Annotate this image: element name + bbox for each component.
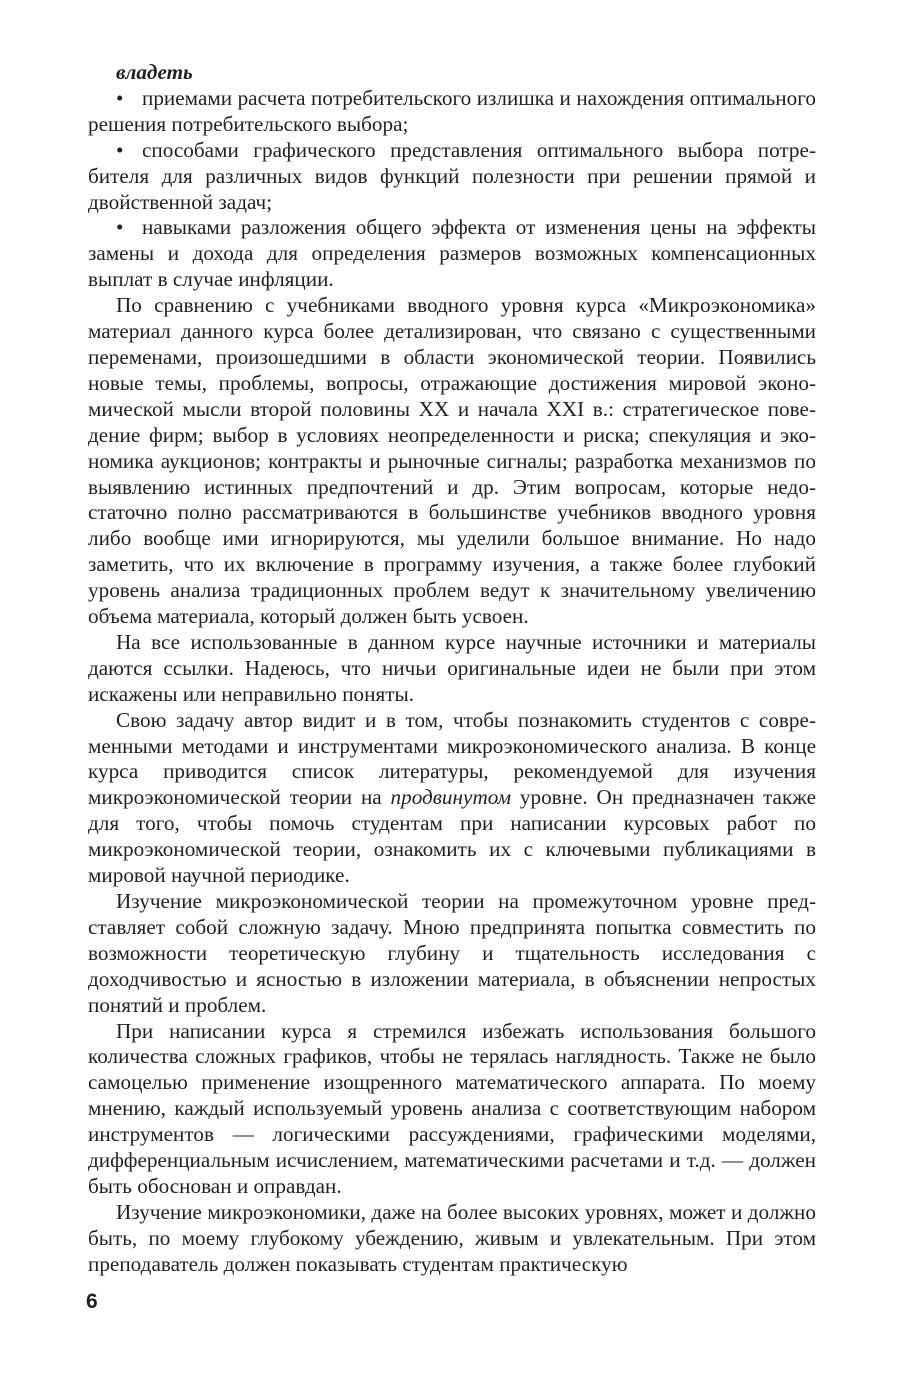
bullet-text: способами графического представления оптимального выбора потребителя для различных видов функций полезности при решении прямой и двойственной задач; xyxy=(88,137,816,214)
bullet-marker: • xyxy=(116,137,124,162)
bullet-marker: • xyxy=(116,85,124,110)
bullet-item-1 xyxy=(88,86,816,138)
paragraph-methods-part-1: Свою задачу автор видит и в том, чтобы познакомить студентов с современными методами и инструментами микроэкономического анализа. В конце курса приводится список литературы, рекомендуемой для изучения микроэкономической теории на xyxy=(88,707,816,810)
paragraph-methods xyxy=(88,708,816,889)
emphasis-advanced: продвинутом xyxy=(390,785,512,810)
paragraph-sources: На все использованные в данном курсе научные источники и материалы даются ссылки. Надеюсь, что ничьи оригинальные идеи не были при этом искажены или неправильно поняты. xyxy=(88,629,816,706)
bullet-text: приемами расчета потребительского излишка и нахождения оптимального решения потребительского выбора; xyxy=(88,85,816,136)
paragraph-methods-part-2: уровне. Он предназначен также для того, чтобы помочь студентам при написании курсовых работ по микроэкономической теории, ознакомить их с ключевыми публикациями в мировой научной периодике. xyxy=(88,785,816,888)
paragraph-intermediate-level: Изучение микроэкономической теории на промежуточном уровне представляет собой сложную задачу. Мною предпринята попытка совместить по возможности теоретическую глубину и тщательность исследования с доходчивостью и ясностью в изложении материала, в объяснении непростых понятий и проблем. xyxy=(88,889,816,1017)
bullet-marker: • xyxy=(116,215,124,240)
page-body xyxy=(88,60,816,1278)
paragraph-graphs: При написании курса я стремился избежать использования большого количества сложных графиков, чтобы не терялась наглядность. Также не было самоцелью применение изощренного математического аппарата. По моему мнению, каждый используемый уровень анализа с соответствующим набором инструментов — логическими рассуждениями, графическими моделями, дифференциальным исчислением, математическими расчетами и т.д. — должен быть обоснован и оправдан. xyxy=(88,1018,816,1198)
paragraph-engaging: Изучение микроэкономики, даже на более высоких уровнях, может и должно быть, по моему глубокому убеждению, живым и увлекательным. При этом преподаватель должен показывать студентам практическую xyxy=(88,1199,816,1276)
section-lead-heading: владеть xyxy=(116,60,193,84)
bullet-item-2 xyxy=(88,138,816,216)
bullet-item-3 xyxy=(88,215,816,293)
page-number: 6 xyxy=(86,1290,98,1313)
bullet-text: навыками разложения общего эффекта от изменения цены на эффекты замены и дохода для определения размеров возможных компенсационных выплат в случае инфляции. xyxy=(88,215,816,292)
paragraph-comparison: По сравнению с учебниками вводного уровня курса «Микроэкономика» материал данного курса более детализирован, что связано с существенными переменами, произошедшими в области экономической теории. Появились новые темы, проблемы, вопросы, отражающие достижения мировой экономической мысли второй половины XX и начала XXI в.: стратегическое поведение фирм; выбор в условиях неопределенности и риска; спекуляция и экономика аукционов; контракты и рыночные сигналы; разработка механизмов по выявлению истинных предпочтений и др. Этим вопросам, которые недостаточно полно рассматриваются в большинстве учебников вводного уровня либо вообще ими игнорируются, мы уделили большое внимание. Но надо заметить, что их включение в программу изучения, а также более глубокий уровень анализа традиционных проблем ведут к значительному увеличению объема материала, который должен быть усвоен. xyxy=(88,293,816,629)
